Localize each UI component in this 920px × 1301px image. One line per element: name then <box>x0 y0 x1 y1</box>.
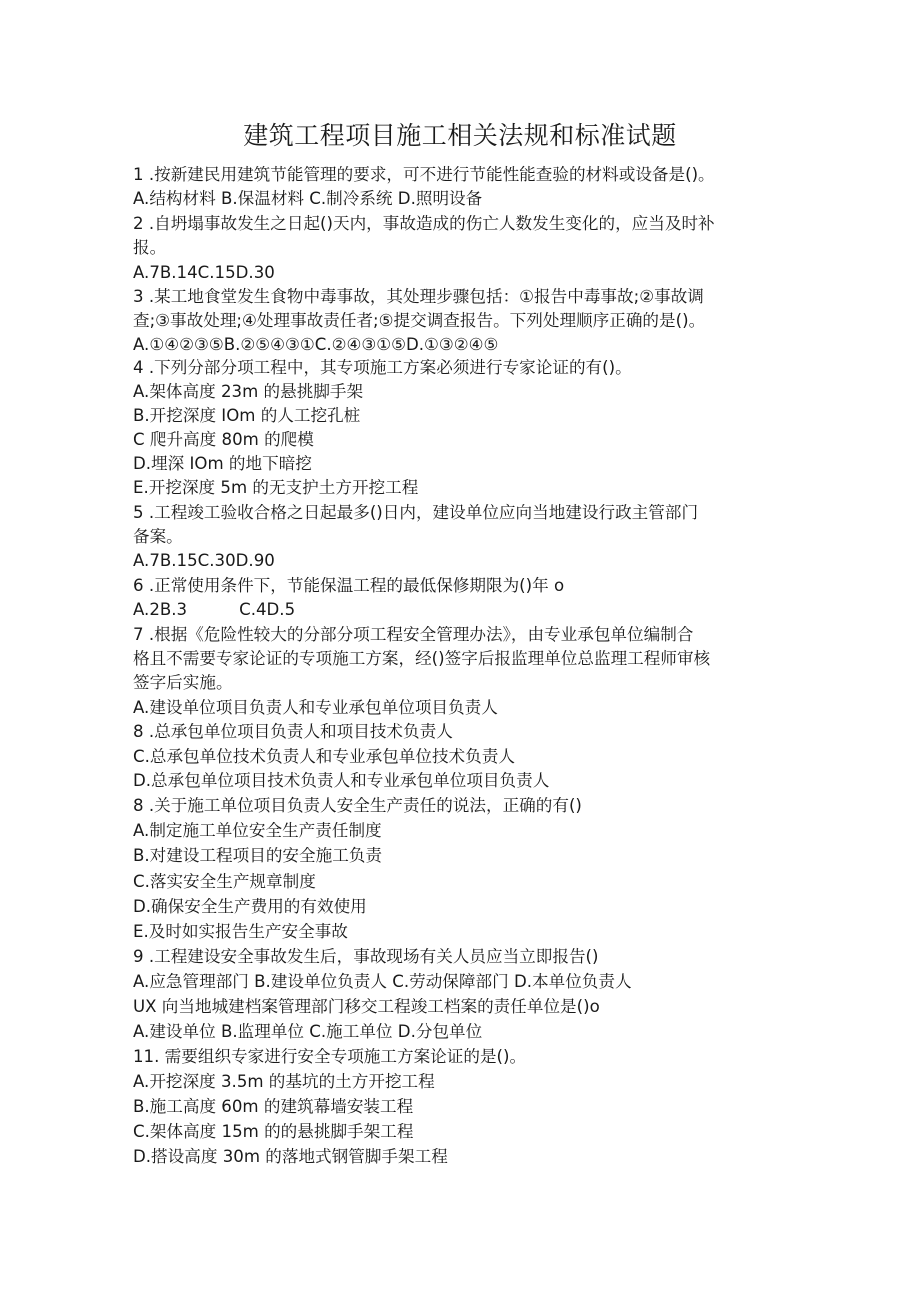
question-8-option-e: E.及时如实报告生产安全事故 <box>133 922 348 941</box>
question-4-option-d: D.埋深 IOm 的地下暗挖 <box>133 454 312 473</box>
question-10-options: A.建设单位 B.监理单位 C.施工单位 D.分包单位 <box>133 1022 483 1041</box>
question-3-cont: 查;③事故处理;④处理事故责任者;⑤提交调查报告。下列处理顺序正确的是()。 <box>133 311 706 330</box>
question-2: 2 .自坍塌事故发生之日起()天内，事故造成的伤亡人数发生变化的，应当及时补 <box>133 214 715 233</box>
question-8: 8 .关于施工单位项目负责人安全生产责任的说法，正确的有() <box>133 796 582 815</box>
question-11-option-a: A.开挖深度 3.5m 的基坑的土方开挖工程 <box>133 1072 435 1091</box>
question-5-options: A.7B.15C.30D.90 <box>133 551 275 570</box>
question-9: 9 .工程建设安全事故发生后，事故现场有关人员应当立即报告() <box>133 947 599 966</box>
question-5: 5 .工程竣工验收合格之日起最多()日内，建设单位应向当地建设行政主管部门 <box>133 503 699 522</box>
question-4-option-e: E.开挖深度 5m 的无支护土方开挖工程 <box>133 478 419 497</box>
question-6-options-ab: A.2B.3 <box>133 600 188 619</box>
question-7-cont-1: 格且不需要专家论证的专项施工方案，经()签字后报监理单位总监理工程师审核 <box>133 649 711 668</box>
question-6: 6 .正常使用条件下，节能保温工程的最低保修期限为()年 o <box>133 576 565 595</box>
question-8-option-c: C.落实安全生产规章制度 <box>133 872 316 891</box>
question-11-option-b: B.施工高度 60m 的建筑幕墙安装工程 <box>133 1097 414 1116</box>
question-8-option-d: D.确保安全生产费用的有效使用 <box>133 897 367 916</box>
question-9-options: A.应急管理部门 B.建设单位负责人 C.劳动保障部门 D.本单位负责人 <box>133 972 632 991</box>
question-4-option-c: C 爬升高度 80m 的爬模 <box>133 430 314 449</box>
question-7-option-c: C.总承包单位技术负责人和专业承包单位技术负责人 <box>133 747 515 766</box>
question-11: 11. 需要组织专家进行安全专项施工方案论证的是()。 <box>133 1047 527 1066</box>
question-7-option-a: A.建设单位项目负责人和专业承包单位项目负责人 <box>133 698 498 717</box>
question-11-option-d: D.搭设高度 30m 的落地式钢管脚手架工程 <box>133 1147 448 1166</box>
question-7-option-b: 8 .总承包单位项目负责人和项目技术负责人 <box>133 722 453 741</box>
question-11-option-c: C.架体高度 15m 的的悬挑脚手架工程 <box>133 1122 414 1141</box>
question-8-option-b: B.对建设工程项目的安全施工负责 <box>133 846 382 865</box>
question-2-options: A.7B.14C.15D.30 <box>133 263 275 282</box>
page-title: 建筑工程项目施工相关法规和标准试题 <box>243 121 677 150</box>
question-3: 3 .某工地食堂发生食物中毒事故，其处理步骤包括：①报告中毒事故;②事故调 <box>133 287 704 306</box>
question-8-option-a: A.制定施工单位安全生产责任制度 <box>133 821 382 840</box>
question-5-cont: 备案。 <box>133 527 183 546</box>
question-1-options: A.结构材料 B.保温材料 C.制冷系统 D.照明设备 <box>133 189 483 208</box>
question-1: 1 .按新建民用建筑节能管理的要求，可不进行节能性能查验的材料或设备是()。 <box>133 165 715 184</box>
question-10: UX 向当地城建档案管理部门移交工程竣工档案的责任单位是()o <box>133 997 600 1016</box>
question-3-options: A.①④②③⑤B.②⑤④③①C.②④③①⑤D.①③②④⑤ <box>133 335 499 354</box>
question-4: 4 .下列分部分项工程中，其专项施工方案必须进行专家论证的有()。 <box>133 358 632 377</box>
question-4-option-a: A.架体高度 23m 的悬挑脚手架 <box>133 382 364 401</box>
question-7: 7 .根据《危险性较大的分部分项工程安全管理办法》，由专业承包单位编制合 <box>133 625 694 644</box>
question-2-cont: 报。 <box>133 238 167 257</box>
question-4-option-b: B.开挖深度 IOm 的人工挖孔桩 <box>133 406 361 425</box>
question-6-options-cd: C.4D.5 <box>239 600 296 619</box>
question-7-cont-2: 签字后实施。 <box>133 673 233 692</box>
question-7-option-d: D.总承包单位项目技术负责人和专业承包单位项目负责人 <box>133 771 550 790</box>
question-6-options <box>133 598 295 622</box>
